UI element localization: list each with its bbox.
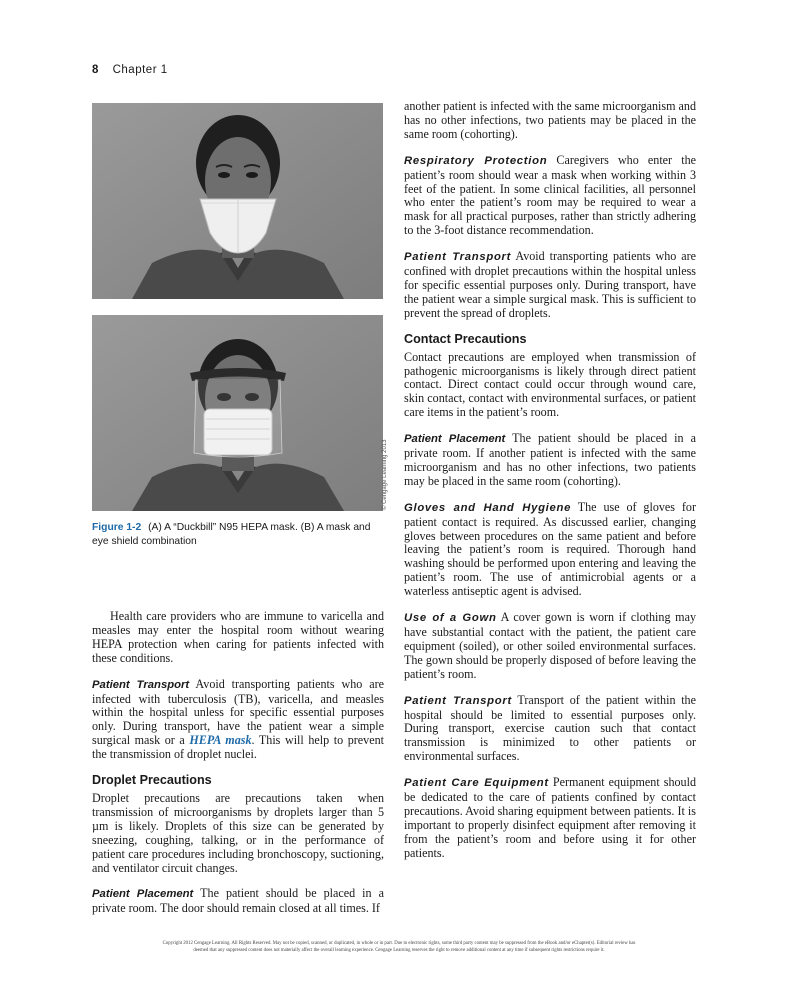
glossary-term-link[interactable]: HEPA mask <box>189 733 252 748</box>
paragraph-droplet: Droplet precautions are precautions taken when transmission of microorganisms by droplets larger than 5 µm is likely. Droplets of this size can be generated by sneezing, coughing, talking, or in the performance of patient care procedures including bronchoscopy, suctioning, and ventilator circuit changes. <box>92 790 384 875</box>
paragraph-patient-transport <box>92 678 384 762</box>
figure-caption <box>92 521 384 549</box>
run-in-heading: Patient Placement <box>92 888 194 901</box>
copyright-line-2: deemed that any suppressed content does not materially affect the overall learning experience. Cengage Learning reserves the right to remove additional content at any time if subsequent rights restrictions require it. <box>193 948 605 953</box>
paragraph-text: Caregivers who enter the patient’s room should wear a mask when working within 3 feet of the patient. In some clinical facilities, all personnel who enter the patient’s room may be required to wear a mask for all practical purposes, rather than strictly adhering to the 3-foot distance recommendation. <box>404 152 696 238</box>
run-in-heading: Patient Transport <box>404 694 512 707</box>
paragraph-text: Avoid transporting patients who are confined with droplet precautions within the hospital unless for specific essential purposes only. During transport, have the patient wear a simple surgical mask. This is sufficient to prevent the spread of droplets. <box>404 249 696 320</box>
paragraph-text: The patient should be placed in a private room. The door should remain closed at all times. If <box>92 886 384 916</box>
paragraph-text: Avoid transporting patients who are infected with tuberculosis (TB), varicella, and measles within the hospital unless for specific essential purposes only. During transport, have the patient wear a simple surgical mask or a <box>92 676 385 748</box>
paragraph-equipment <box>404 776 696 860</box>
paragraph-text: The patient should be placed in a private room. If another patient is infected with the same microorganism and has no other infections, two patients may be placed in the same room (cohorting). <box>404 431 696 488</box>
paragraph-text: A cover gown is worn if clothing may have substantial contact with the patient, the patient care equipment (soiled), or other soiled environmental surfaces. The gown should be properly disposed of before leaving the patient’s room. <box>404 610 697 681</box>
figure-caption-text: (A) A “Duckbill” N95 HEPA mask. (B) A mask and eye shield combination <box>92 522 371 547</box>
right-column <box>404 100 696 873</box>
copyright-line-1: Copyright 2012 Cengage Learning. All Rights Reserved. May not be copied, scanned, or duplicated, in whole or in part. Due to electronic rights, some third party content may be suppressed from the eBook and/or eChapter(s). Editorial review has <box>162 941 636 946</box>
figure-photo-a <box>92 103 383 299</box>
run-in-heading: Patient Placement <box>404 433 506 446</box>
paragraph-contact: Contact precautions are employed when transmission of pathogenic microorganisms is likely through direct patient contact. Direct contact could occur through wound care, skin contact, contact with environmental surfaces, or patient care items in the patient’s room. <box>404 349 696 420</box>
run-in-heading: Patient Care Equipment <box>404 777 549 790</box>
paragraph-gown <box>404 611 696 682</box>
chapter-label: Chapter 1 <box>112 64 168 76</box>
duckbill-mask-photo <box>92 103 383 299</box>
paragraph-continuation: another patient is infected with the same microorganism and has no other infections, two patients may be placed in the same room (cohorting). <box>404 99 696 141</box>
paragraph-patient-placement <box>404 432 696 489</box>
left-column <box>92 610 384 928</box>
paragraph-patient-transport <box>404 250 696 321</box>
mask-eye-shield-photo <box>92 315 383 511</box>
run-in-heading: Patient Transport <box>404 251 512 264</box>
paragraph-immune: Health care providers who are immune to varicella and measles may enter the hospital room without wearing HEPA protection when caring for patients infected with these conditions. <box>92 609 384 665</box>
section-heading-contact: Contact Precautions <box>404 331 527 346</box>
run-in-heading: Gloves and Hand Hygiene <box>404 501 572 514</box>
copyright-footer <box>100 940 698 954</box>
paragraph-transport-contact <box>404 694 696 765</box>
run-in-heading: Respiratory Protection <box>404 154 548 167</box>
running-head <box>92 64 168 76</box>
paragraph-text: The use of gloves for patient contact is required. As discussed earlier, changing gloves between procedures on the same patient and before leaving the patient’s room is required. Thorough hand washing should be performed upon entering and leaving the patient’s room. The use of antimicrobial agents or a waterless antiseptic agent is advised. <box>404 499 696 599</box>
paragraph-patient-placement <box>92 887 384 916</box>
photo-credit: © Cengage Learning 2013 <box>382 439 388 510</box>
paragraph-text: . This will help to prevent the transmission of droplet nuclei. <box>92 733 384 762</box>
page-number: 8 <box>92 64 99 76</box>
run-in-heading: Patient Transport <box>92 678 190 691</box>
figure-label: Figure 1-2 <box>92 522 142 533</box>
paragraph-gloves <box>404 501 696 599</box>
run-in-heading: Use of a Gown <box>404 612 497 625</box>
paragraph-text: Permanent equipment should be dedicated to the care of patients confined by contact precautions. Avoid sharing equipment between patients. It is important to properly disinfect equipment after removing it from the patient’s room and before using it for other patients. <box>404 775 696 860</box>
figure-photo-b <box>92 315 383 511</box>
paragraph-respiratory-protection <box>404 154 696 238</box>
paragraph-text: Transport of the patient within the hospital should be limited to essential purposes only. During transport, exercise caution such that contact transmission is minimized to other patients or environmental surfaces. <box>404 692 696 764</box>
section-heading-droplet: Droplet Precautions <box>92 773 212 788</box>
